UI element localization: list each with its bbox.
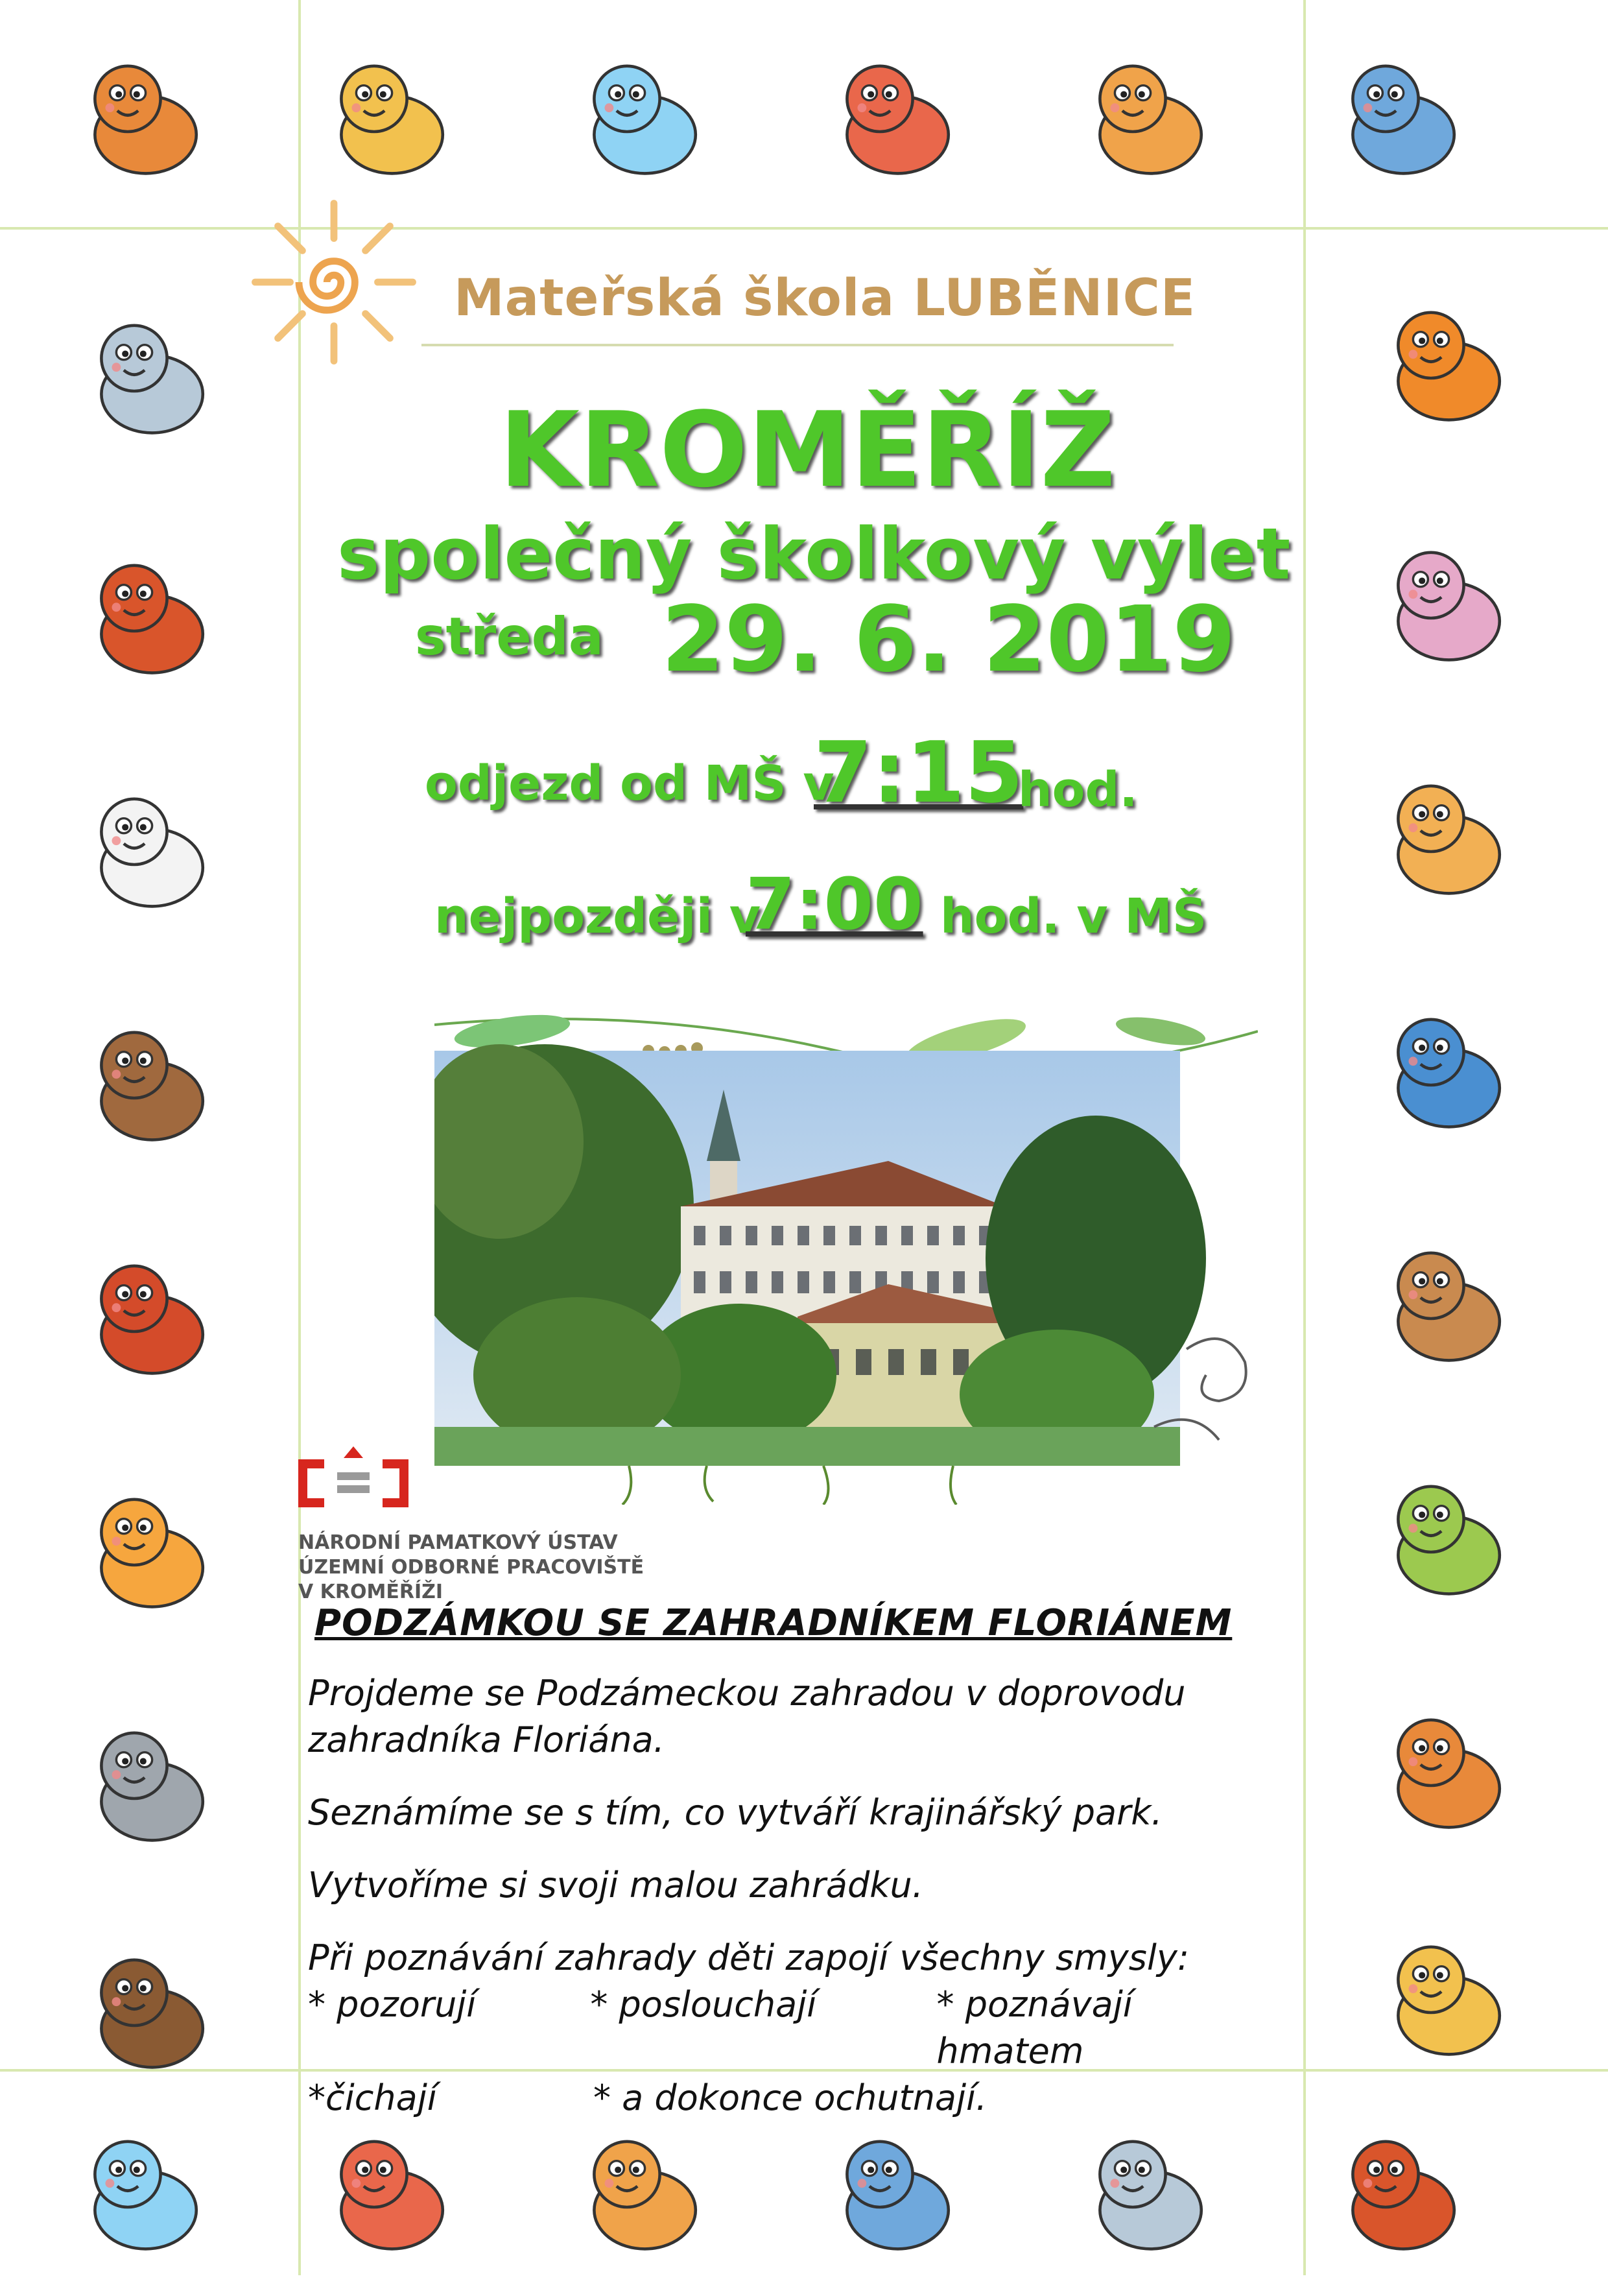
cat-icon [1336, 1200, 1556, 1407]
worm-icon [785, 13, 1005, 221]
trip-date: 29. 6. 2019 [661, 587, 1236, 693]
hedgehog-icon [32, 13, 253, 221]
giraffe-icon [39, 1213, 259, 1420]
senses-list [308, 1935, 1287, 2122]
latest-prefix: nejpozději v [434, 889, 761, 944]
sheep-icon [39, 272, 259, 480]
school-name: Mateřská škola LUBĚNICE [454, 269, 1196, 328]
npu-text [298, 1531, 687, 1605]
monkey-icon [1336, 259, 1556, 467]
butterfly-icon [279, 13, 499, 221]
dolphin-icon [1290, 13, 1511, 221]
npu-line2: ÚZEMNÍ ODBORNÉ PRACOVIŠTĚ [298, 1556, 644, 1579]
departure-time: 7:15 [814, 723, 1024, 822]
senses-row [308, 2075, 1287, 2122]
program-paragraph: Projdeme se Podzámeckou zahradou v doprovodu zahradníka Floriána. [308, 1673, 1186, 1760]
latest-time: 7:00 [746, 863, 923, 946]
program-heading: PODZÁMKOU SE ZAHRADNÍKEM FLORIÁNEM [314, 1602, 1233, 1644]
sense-item: * poslouchají [590, 1984, 817, 2025]
sense-item: * poznávají hmatem [936, 1984, 1133, 2072]
owl-icon [1336, 733, 1556, 940]
bear-icon [39, 979, 259, 1187]
latest-suffix: hod. v MŠ [940, 889, 1207, 944]
spider-icon [1290, 2088, 1511, 2296]
program-paragraph: Seznámíme se s tím, co vytváří krajinářský park. [308, 1792, 1163, 1833]
bee-icon [532, 13, 752, 221]
mouse-icon [1336, 966, 1556, 1174]
ant-icon [39, 1907, 259, 2114]
npu-logo-icon [298, 1446, 408, 1518]
grid-line [0, 227, 1608, 230]
senses-intro: Při poznávání zahrady děti zapojí všechny smysly: [308, 1937, 1190, 1978]
whale-icon [1336, 499, 1556, 707]
program-paragraph: Vytvoříme si svoji malou zahrádku. [308, 1865, 923, 1906]
chateau-photo [434, 1012, 1258, 1505]
departure-suffix: hod. [1018, 762, 1138, 818]
trip-subtitle: společný školkový výlet [337, 512, 1291, 595]
sun-icon [246, 195, 421, 370]
program-section [308, 1602, 1287, 2122]
divider [421, 344, 1174, 346]
rabbit-icon [39, 746, 259, 953]
sense-item: * a dokonce ochutnají. [593, 2077, 987, 2118]
senses-row [308, 1981, 1287, 2075]
tiger-icon [32, 2088, 253, 2296]
fish-icon [39, 1446, 259, 1654]
swan-icon [1336, 1894, 1556, 2101]
day-label: středa [415, 606, 604, 667]
snail-icon [1037, 13, 1258, 221]
elephant-icon [39, 1680, 259, 1887]
squirrel-icon [39, 512, 259, 720]
grid-line [1303, 0, 1306, 2275]
npu-line3: V KROMĚŘÍŽI [298, 1581, 443, 1603]
ladybug-icon [1336, 1667, 1556, 1874]
sense-item: * pozorují [308, 1984, 477, 2025]
npu-line1: NÁRODNÍ PAMATKOVÝ ÚSTAV [298, 1531, 618, 1554]
sense-item: *čichají [308, 2077, 437, 2118]
npu-block [298, 1446, 644, 1603]
turtle-icon [1336, 1433, 1556, 1641]
departure-prefix: odjezd od MŠ v [425, 756, 834, 811]
destination-title: KROMĚŘÍŽ [499, 389, 1116, 510]
